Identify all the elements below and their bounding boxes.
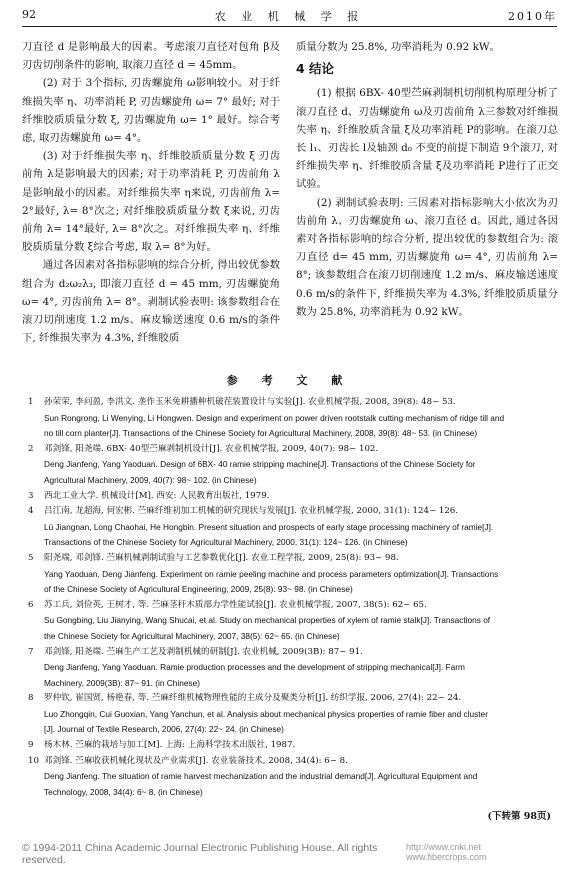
reference-item bbox=[28, 442, 555, 489]
reference-number: 5 bbox=[28, 552, 34, 563]
cnki-url[interactable]: http://www.cnki.net bbox=[406, 842, 482, 852]
copyright-text: © 1994-2011 China Academic Journal Electronic Publishing House. All rights reserved. bbox=[22, 842, 378, 866]
reference-number: 6 bbox=[28, 599, 34, 610]
reference-body bbox=[44, 754, 555, 801]
reference-line: 吕江南, 龙超海, 何宏彬. 苎麻纤维初加工机械的研究现状与发展[J]. 农业机械学报, 2000, 31(1): 124~ 126. bbox=[44, 506, 459, 517]
reference-line: Yang Yaoduan, Deng Jianfeng. Experiment on ramie peeling machine and process parameters optimization[J]. Transactions bbox=[44, 568, 499, 579]
reference-item bbox=[28, 645, 555, 692]
reference-number: 1 bbox=[28, 397, 34, 407]
reference-line: 邓剑锋. 苎麻收获机械化现状及产业需求[J]. 农业装备技术, 2008, 34(4): 6~ 8. bbox=[44, 755, 348, 766]
reference-line: Luo Zhongqin, Cui Guoxian, Yang Yanchun, et al. Analysis about mechanical physics properties of ramie fiber and cluster bbox=[44, 708, 488, 719]
reference-body bbox=[44, 395, 555, 442]
page-number: 92 bbox=[22, 8, 36, 21]
left-column bbox=[22, 38, 280, 347]
reference-body bbox=[44, 738, 555, 754]
reference-line: Machinery, 2009(3B): 87~ 91. (in Chinese) bbox=[44, 677, 200, 688]
reference-line: the Chinese Society for Agricultural Machinery, 2007, 38(5): 62~ 65. (in Chinese) bbox=[44, 630, 340, 641]
reference-body bbox=[44, 691, 555, 738]
reference-line: of the Chinese Society of Agricultural Engineering, 2009, 25(8): 93~ 98. (in Chinese) bbox=[44, 584, 353, 595]
reference-number: 7 bbox=[28, 646, 34, 657]
page-header bbox=[22, 8, 557, 26]
reference-number: 8 bbox=[28, 693, 34, 704]
reference-line: Su Gongbing, Liu Jianying, Wang Shucai, et al. Study on mechanical properties of xylem of ramie stalk[J]. Transactions of bbox=[44, 615, 491, 626]
reference-body bbox=[44, 504, 555, 551]
reference-line: 孙荣荣, 李问盈, 李洪文. 垄作玉米免耕播种机破茬装置设计与实验[J]. 农业机械学报, 2008, 39(8): 48~ 53. bbox=[44, 397, 456, 407]
reference-line: 邓剑锋, 阳尧端. 苎麻生产工艺及剥制机械的研制[J]. 农业机械, 2009(3B): 87~ 91. bbox=[44, 646, 363, 657]
reference-item bbox=[28, 489, 555, 505]
paragraph: 刀直径 d 是影响最大的因素。考虑滚刀直径对包角 β及刃齿切削条件的影响, 取滚刀直径 d = 45mm。 bbox=[22, 41, 280, 72]
reference-line: [J]. Journal of Textile Research, 2006, 27(4): 22~ 24. (in Chinese) bbox=[44, 724, 284, 735]
reference-line: Agricultural Machinery, 2009, 40(7): 98~ 102. (in Chinese) bbox=[44, 474, 257, 485]
reference-item bbox=[28, 691, 555, 738]
reference-line: Deng Jianfeng, Yang Yaoduan. Design of 6BX- 40 ramie stripping machine[J]. Transactions of the Chinese Society for bbox=[44, 459, 476, 470]
reference-line: Transactions of the Chinese Society for Agricultural Machinery, 2000, 31(1): 124~ 126. (in Chinese) bbox=[44, 537, 408, 548]
reference-body bbox=[44, 442, 555, 489]
reference-body bbox=[44, 645, 555, 692]
reference-line: 杨木林. 苎麻的栽培与加工[M]. 上海: 上海科学技术出版社, 1987. bbox=[44, 740, 296, 751]
reference-item bbox=[28, 551, 555, 598]
reference-number: 3 bbox=[28, 490, 34, 501]
reference-line: 罗仲钦, 崔国贤, 杨艳春, 等. 苎麻纤维机械物理性能的主成分及聚类分析[J]. 纺织学报, 2006, 27(4): 22~ 24. bbox=[44, 693, 462, 704]
references-heading: 参 考 文 献 bbox=[226, 374, 353, 387]
reference-line: no till corn planter[J]. Transactions of the Chinese Society for Agricultural Machinery, 2008, 39(8): 48~ 53. (in Chinese) bbox=[44, 428, 478, 439]
right-column bbox=[296, 38, 558, 321]
reference-body bbox=[44, 551, 555, 598]
reference-item bbox=[28, 754, 555, 801]
reference-body bbox=[44, 598, 555, 645]
reference-line: Lü Jiangnan, Long Chaohai, He Hongbin. Present situation and prospects of early stage processing machinery of ramie[J]. bbox=[44, 521, 494, 532]
journal-year: 2010年 bbox=[508, 10, 557, 23]
paragraph: (1) 根据 6BX- 40型苎麻剥制机切削机构原理分析了滚刀直径 d、刃齿螺旋角 ω及刃齿前角 λ三参数对纤维损失率 η、纤维胶质含量 ξ及功率消耗 P的影响。在滚刀总长 l₁、刃齿长 l及轴颈 d₀ 不变的前提下制造 9个滚刀, 对纤维损失率 η、纤维胶质含量 ξ及功率消耗 P进行了正交试验。 bbox=[296, 87, 558, 191]
page-footer bbox=[22, 842, 557, 866]
reference-line: Deng Jianfeng. The situation of ramie harvest mechanization and the industrial demand[J]. Agricultural Equipment and bbox=[44, 771, 478, 782]
reference-item bbox=[28, 738, 555, 754]
paragraph: (2) 对于 3个指标, 刃齿螺旋角 ω影响较小。对于纤维损失率 η、功率消耗 P, 刃齿螺旋角 ω= 7° 最好; 对于纤维胶质质量分数 ξ, 刃齿螺旋角 ω= 1° 最好。综合考虑, 取刃齿螺旋角 ω= 4°。 bbox=[22, 77, 280, 145]
reference-item bbox=[28, 504, 555, 551]
section-title: 4 结论 bbox=[296, 61, 335, 77]
reference-number: 2 bbox=[28, 443, 34, 454]
journal-title: 农 业 机 械 学 报 bbox=[214, 10, 365, 23]
reference-number: 10 bbox=[28, 755, 39, 766]
reference-line: 西北工业大学. 机械设计[M]. 西安: 人民教育出版社, 1979. bbox=[44, 490, 270, 501]
header-rule bbox=[22, 26, 557, 27]
reference-number: 4 bbox=[28, 506, 34, 517]
reference-line: Technology, 2008, 34(4): 6~ 8. (in Chinese) bbox=[44, 786, 203, 797]
reference-line: 阳尧端, 邓剑锋. 苎麻机械剥制试验与工艺参数优化[J]. 农业工程学报, 2009, 25(8): 93~ 98. bbox=[44, 552, 399, 563]
reference-list bbox=[28, 395, 555, 800]
reference-number: 9 bbox=[28, 740, 34, 751]
footer-url bbox=[406, 842, 557, 866]
paragraph: 通过各因素对各指标影响的综合分析, 得出较优参数组合为 d₂ω₂λ₃, 即滚刀直径 d = 45 mm, 刃齿螺旋角 ω= 4°, 刃齿前角 λ= 8°。剥制试验表明: 该参数组合在滚刀切削速度 1.2 m/s、麻皮输送速度 0.6 m/s的条件下, 纤维损失率为 4.3%, 纤维胶质 bbox=[22, 259, 280, 345]
watermark-url: www.fibercrops.com bbox=[406, 852, 487, 862]
reference-body bbox=[44, 489, 555, 505]
reference-line: Deng Jianfeng, Yang Yaoduan. Ramie production processes and the development of stripping mechanical[J]. Farm bbox=[44, 662, 465, 673]
reference-line: 苏工兵, 刘俭英, 王树才, 等. 苎麻茎秆木质部力学性能试验[J]. 农业机械学报, 2007, 38(5): 62~ 65. bbox=[44, 599, 427, 610]
continued-note: (下转第 98页) bbox=[487, 811, 551, 822]
reference-item bbox=[28, 598, 555, 645]
reference-line: 邓剑锋, 阳尧端. 6BX- 40型苎麻剥制机设计[J]. 农业机械学报, 2009, 40(7): 98~ 102. bbox=[44, 443, 379, 454]
paragraph: 质量分数为 25.8%, 功率消耗为 0.92 kW。 bbox=[296, 41, 500, 53]
reference-line: Sun Rongrong, Li Wenying, Li Hongwen. Design and experiment on power driven rootstalk cutting mechanism of ridge till and bbox=[44, 412, 505, 423]
paragraph: (3) 对于纤维损失率 η、纤维胶质质量分数 ξ 刃齿前角 λ是影响最大的因素; 对于功率消耗 P, 刃齿前角 λ是影响最小的因素。对纤维损失率 η来说, 刃齿前角 λ= 2°最好, λ= 8°次之; 对纤维胶质质量分数 ξ来说, 刃齿前角 λ= 14°最好, λ= 8°次之。对纤维损失率 η、纤维胶质质量分数 ξ综合考虑, 取 λ= 8°为好。 bbox=[22, 150, 280, 254]
paragraph: (2) 剥制试验表明: 三因素对指标影响大小依次为刃齿前角 λ、刃齿螺旋角 ω、滚刀直径 d。因此, 通过各因素对各指标影响的综合分析, 提出较优的参数组合为: 滚刀直径 d= 45 mm, 刃齿螺旋角 ω= 4°, 刃齿前角 λ= 8°; 该参数组合在滚刀切削速度 1.2 m/s、麻皮输送速度 0.6 m/s的条件下, 纤维损失率为 4.3%, 纤维胶质质量分数为 25.8%, 功率消耗为 0.92 kW。 bbox=[296, 196, 558, 318]
reference-item bbox=[28, 395, 555, 442]
